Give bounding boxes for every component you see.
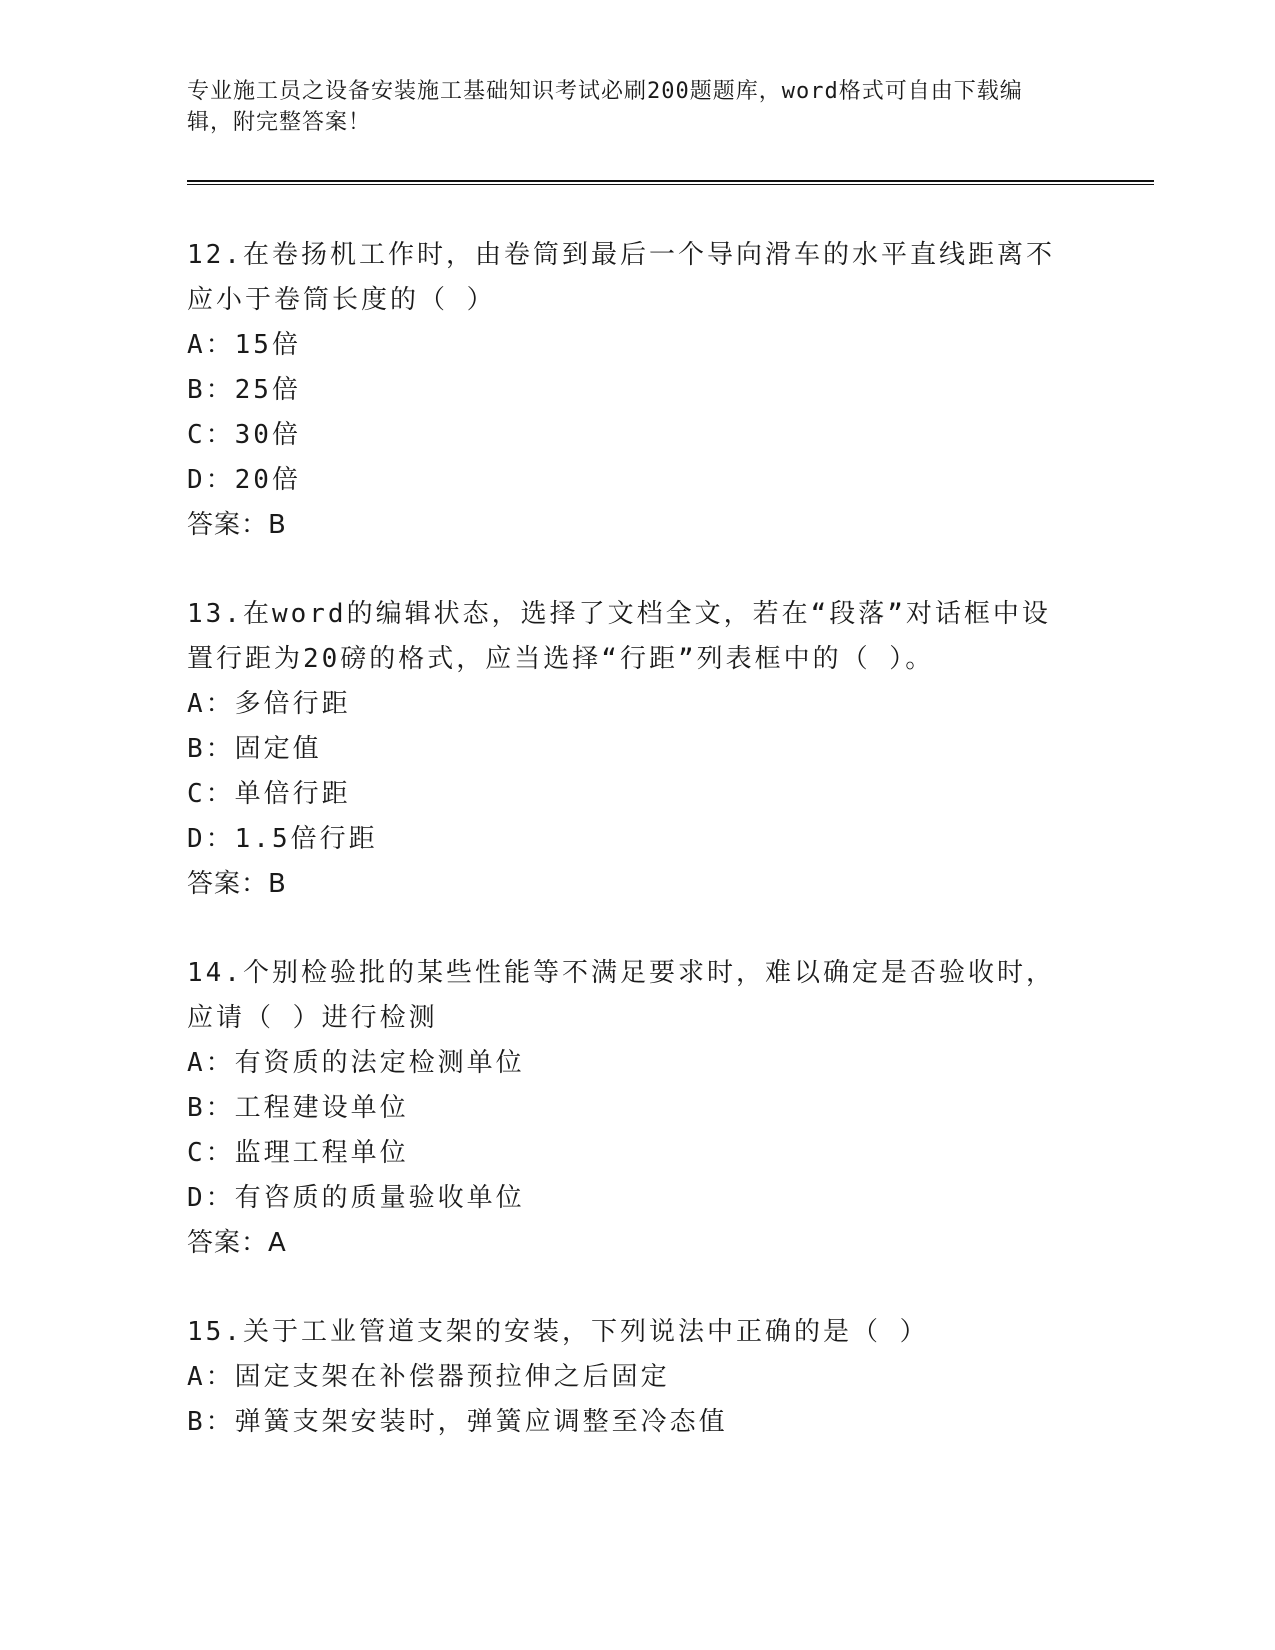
answer-line: 答案：A [187,1228,287,1258]
option-c: C：30倍 [187,420,301,450]
document-header: 专业施工员之设备安装施工基础知识考试必刷200题题库，word格式可自由下载编辑，附完整答案！ [187,79,1023,135]
option-d: D：1.5倍行距 [187,824,378,854]
question-14 [187,951,1087,1266]
option-c: C：单倍行距 [187,779,351,809]
option-d: D：有咨质的质量验收单位 [187,1183,525,1213]
header-divider-thin [187,184,1154,185]
header-divider-thick [187,180,1154,182]
answer-line: 答案：B [187,510,287,540]
question-text: 12.在卷扬机工作时，由卷筒到最后一个导向滑车的水平直线距离不应小于卷筒长度的（ ） [187,240,1055,315]
option-a: A：有资质的法定检测单位 [187,1048,525,1078]
answer-line: 答案：B [187,869,287,899]
question-13 [187,592,1087,907]
option-d: D：20倍 [187,465,301,495]
option-a: A：多倍行距 [187,689,351,719]
question-12 [187,233,1087,548]
option-b: B：固定值 [187,734,322,764]
option-b: B：工程建设单位 [187,1093,409,1123]
option-a: A：15倍 [187,330,301,360]
question-15 [187,1310,1087,1445]
question-text: 13.在word的编辑状态，选择了文档全文，若在“段落”对话框中设置行距为20磅的格式，应当选择“行距”列表框中的（ ）。 [187,599,1051,674]
option-b: B：弹簧支架安装时，弹簧应调整至冷态值 [187,1407,728,1437]
option-a: A：固定支架在补偿器预拉伸之后固定 [187,1362,670,1392]
option-c: C：监理工程单位 [187,1138,409,1168]
option-b: B：25倍 [187,375,301,405]
question-text: 14.个别检验批的某些性能等不满足要求时，难以确定是否验收时，应请（ ）进行检测 [187,958,1055,1033]
question-text: 15.关于工业管道支架的安装，下列说法中正确的是（ ） [187,1317,929,1347]
question-list [187,233,1087,1489]
